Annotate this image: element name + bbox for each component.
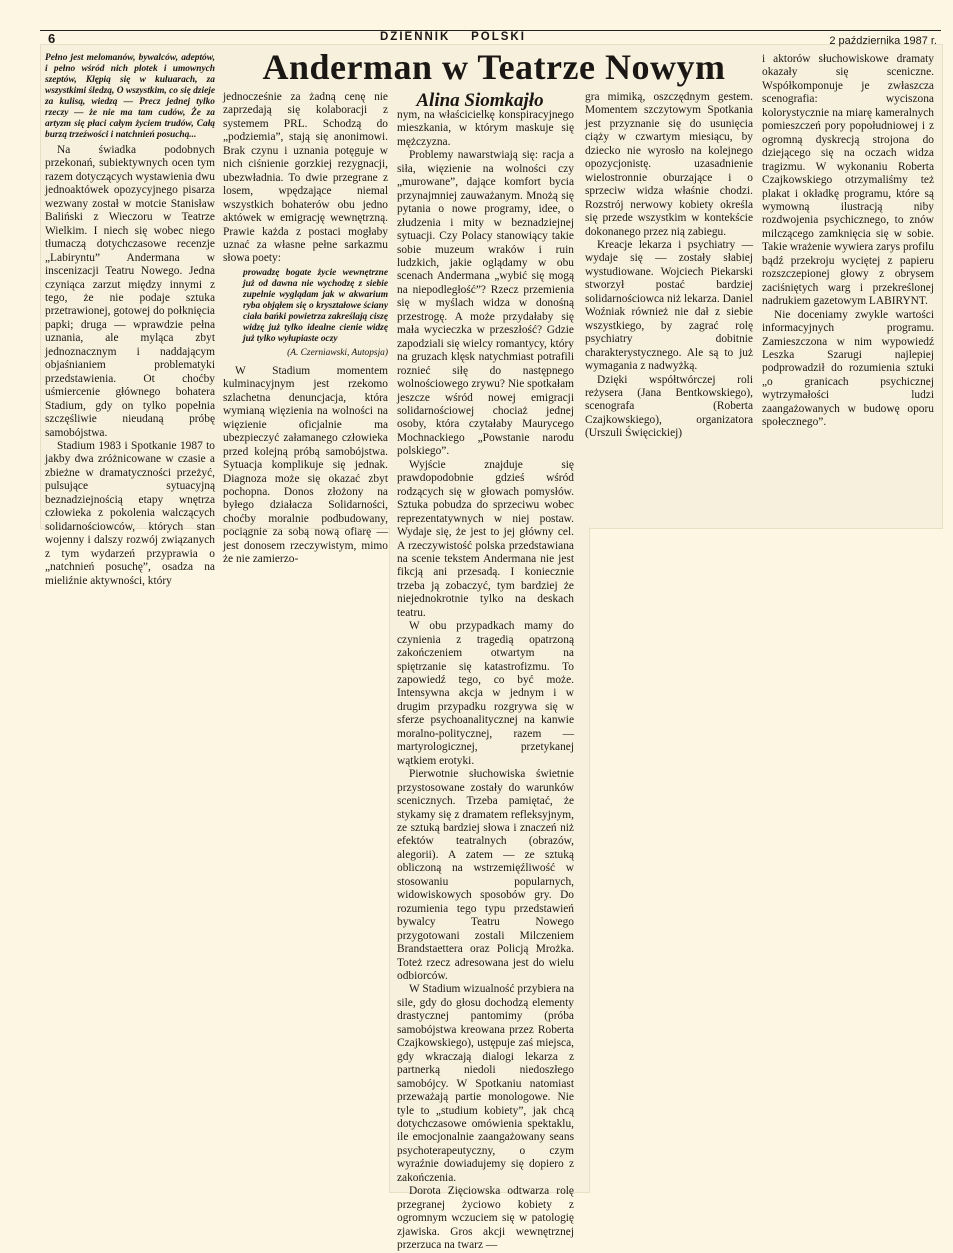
- page-number: 6: [48, 31, 56, 46]
- paragraph: Wyjście znajduje się prawdopodobnie gdzieś wśród rodzących się w głowach pomysłów. Sztuka pobudza do sprzeciwu wobec reprezentatywnych w niej postaw. Wydaje się, że jest to jej główny cel. A rzeczywistość polska przedstawiana na scenie tekstem Andermana nie jest fikcją ani przesadą. I koniecznie trzeba ją zobaczyć, tym bardziej że niejednokrotnie tylko na deskach teatru.: [397, 458, 574, 619]
- paragraph: Na świadka podobnych przekonań, subiektywnych ocen tym razem dotyczących wystawienia dwu jednoaktówek opozycyjnego pisarza wezwany został w motcie Stanisław Baliński z Wieczoru w Teatrze Wielkim. I niech się wobec niego tłumaczą dotychczasowe recenzje „Labiryntu” Andermana w inscenizacji Teatru Nowego. Jedna czyniąca zarzut między innymi z tego, że nie podaje sztuka przetrawionej, gotowej do połknięcia papki; druga — wprawdzie pełna uznania, ale myląca zbyt jednoznacznym i naddającym objaśnianiem problematyki przedstawienia. Ot choćby uśmiercenie głównego bohatera Stadium, gdy on tylko popełnia szczęśliwie nieudaną próbę samobójstwa.: [45, 144, 215, 439]
- column-5: [762, 53, 934, 523]
- paragraph: i aktorów słuchowiskowe dramaty okazały się sceniczne. Współkomponuje je zwłaszcza scenografia: wyciszona kolorystycznie na miarę kameralnych pomieszczeń pory popołudniowej i z ogromną dyskrecją strojona do dziejącego się na oczach widza tragizmu. W wykonaniu Roberta Czajkowskiego otrzymaliśmy też plakat i okładkę programu, które są wymowną ilustracją niby rozdwojenia psychicznego, to znów milczącego zamknięcia się w sobie. Takie wrażenie wywiera zarys profilu bądź przekroju wyciętej z papieru rozszczepionej głowy z obrysem zaciśniętych warg i przekreślonej nadrukiem gazetowym LABIRYNT.: [762, 53, 934, 308]
- paragraph: gra mimiką, oszczędnym gestem. Momentem szczytowym Spotkania jest przyznanie się do usunięcia ciąży w czwartym miesiącu, by dziecko nie wyrosło na kolejnego opozycjonistę. uzasadnienie wielostronnie oburzające i o sprzeciw widza właśnie chodzi. Rozstrój nerwowy kobiety określa się przede wszystkim w kontekście dokonanego przez nią zabiegu.: [585, 91, 753, 238]
- paragraph: W obu przypadkach mamy do czynienia z tragedią opatrzoną zakończeniem otwartym na spiętrzanie się katastrofizmu. To zapowiedź tego, co być może. Intensywna akcja w jednym i w drugim przypadku rozgrywa się w sferze psychoanalitycznej na kanwie moralno-politycznej, razem — martyrologicznej, przetykanej wątkiem erotyki.: [397, 620, 574, 767]
- paragraph: Nie doceniamy zwykle wartości informacyjnych programu. Zamieszczona w nim wypowiedź Leszka Szarugi najlepiej podprowadził do rozumienia sztuki „o granicach psychicznej wytrzymałości ludzi zaangażowanych w budowę oporu społecznego”.: [762, 308, 934, 429]
- paragraph: Dorota Zięciowska odtwarza rolę przegranej życiowo kobiety z ogromnym wczuciem się w patologię zjawiska. Gros akcji wewnętrznej przerzuca na twarz —: [397, 1185, 574, 1252]
- column-1: [45, 53, 215, 587]
- paragraph: Pierwotnie słuchowiska świetnie przystosowane zostały do warunków scenicznych. Trzeba pamiętać, że stykamy się z dramatem refleksyjnym, ze sztuką bardziej słowa i znaczeń niż efektów teatralnych (obrazów, alegorii). A zatem — ze sztuką obliczoną na wstrzemięźliwość w stosowaniu popularnych, widowiskowych sposobów gry. Do rozumienia tego typu przedstawień bywalcy Teatru Nowego przygotowani zostali Milczeniem Brandstaettera oraz Policją Mrożka. Toteż rzecz adresowana jest do wielu odbiorców.: [397, 768, 574, 982]
- paragraph: nym, na właścicielkę konspiracyjnego mieszkania, w którym maskuje się mężczyzna.: [397, 109, 574, 148]
- issue-date: 2 października 1987 r.: [829, 35, 937, 47]
- column-4: [585, 91, 753, 523]
- article-motto: Pełno jest melomanów, bywalców, adeptów, i pełno wśród nich plotek i umownych szeptów, Klępią się w kuluarach, za wszystkimi śledzą, O wszystkim, co się dzieje za kulisą, wiedzą — Precz jednej tylko rzeczy — że nie ma tam cudów, Że za artyzm się płaci całym życiem trudów, Całą burzą trzeźwości i natchnień posuchą...: [45, 53, 215, 140]
- paragraph: Kreacje lekarza i psychiatry — wydaje się — zostały słabiej wystudiowane. Wojciech Piekarski stworzył postać bardziej solidarnościowca niż lekarza. Daniel Woźniak również nie dał z siebie wszystkiego, by zagrać rolę psychiatry dobitnie charakterystycznego. Ale są to już wymagania z nadwyżką.: [585, 238, 753, 373]
- column-2: [223, 91, 388, 566]
- paragraph: Stadium 1983 i Spotkanie 1987 to jakby dwa zróżnicowane w czasie a zbieżne w dramatyczności przeżyć, pulsujące sytuacyjną beznadziejnością etapy wnętrza człowieka z pokolenia walczących solidarnościowców, których stan wojenny i dalszy rozwój związanych z tym wydarzeń przyprawia o „natchnień posuchę”, osadza na mieliźnie aktywności, który: [45, 439, 215, 587]
- paragraph: W Stadium wizualność przybiera na sile, gdy do głosu dochodzą elementy drastycznej pantomimy (próba samobójstwa kreowana przez Roberta Czajkowskiego), ustępuje zaś miejsca, gdy wkraczają dialogi lekarza z partnerką niedoli niedoszłego samobójcy. W Spotkaniu natomiast przeważają partie monologowe. Nie tyle to „studium kobiety”, jak chcą dotychczasowe omówienia spektaklu, ile emocjonalnie zaangażowany seans psychoterapeutyczny, o czym wyraźnie dowiadujemy się dopiero z zakończenia.: [397, 983, 574, 1184]
- paragraph: jednocześnie za żadną cenę nie zaprzedają się kolaboracji z systemem PRL. Schodzą do „podziemia”, stają się anonimowi. Brak czynu i uznania potęguje w nich ciśnienie gorzkiej rezygnacji, ubezwładnia. To dwie przegrane z losem, wpędzające niemal wszystkich bohaterów obu jedno aktówek w emigrację wewnętrzną. Prawie każda z postaci mogłaby uznać za własne pełne sarkazmu słowa poety:: [223, 91, 388, 265]
- column-3: [397, 109, 574, 1252]
- paragraph: Dzięki współtwórczej roli reżysera (Jana Bentkowskiego), scenografa (Roberta Czajkowskiego), organizatora (Urszuli Święcickiej): [585, 373, 753, 440]
- article-title: Anderman w Teatrze Nowym: [262, 47, 726, 87]
- quoted-poem: prowadzę bogate życie wewnętrzne już od dawna nie wychodzę z siebie zupełnie wyglądam jak w akwarium ryba objąłem się o kryształowe ściany ciała bańki powietrza zakreślają ciszę widzę już tylko idealne cienie widzę już tylko wyłupiaste oczy: [243, 267, 388, 344]
- poem-source: (A. Czerniawski, Autopsja): [287, 347, 388, 358]
- paragraph: Problemy nawarstwiają się: racja a siła, więzienie na wolności czy „murowane”, dające komfort bycia przynajmniej zauważanym. Mnożą się pytania o nowe programy, idee, o złudzenia i mity w beznadziejnej sytuacji. Czy Polacy stanowiący takie sobie muzeum wraków i ruin ludzkich, jakie oglądamy w obu scenach Andermana „wybić się mogą na niepodległość”? Rzecz przemienia się w myślach widza w donośną przestrogę. A może przydałaby się mała wycieczka w przeszłość? Gdzie zapodziali się wielcy romantycy, który na gruzach klęsk natychmiast potrafili roznieć siłę do następnego wolnościowego zrywu? Nie spotkałam jeszcze wśród nowej emigracji solidarnościowej chociaż jednej osoby, która czytałaby Maurycego Mochnackiego „Powstanie narodu polskiego”.: [397, 149, 574, 458]
- newspaper-masthead: DZIENNIK POLSKI: [380, 31, 526, 43]
- paragraph: W Stadium momentem kulminacyjnym jest rzekomo szlachetna denuncjacja, która wymianą więzienia na wolności na więzienie oficjalnie ma ubezpieczyć załamanego człowieka przed kolejną próbą samobójstwa. Sytuacja komplikuje się jednak. Diagnoza może się okazać zbyt pochopna. Donos złożony na byłego działacza Solidarności, choćby moralnie podbudowany, pociągnie za sobą nową ofiarę — jest donosem rzeczywistym, mimo że nie zamierzo-: [223, 364, 388, 566]
- article-author: Alina Siomkajło: [416, 90, 544, 111]
